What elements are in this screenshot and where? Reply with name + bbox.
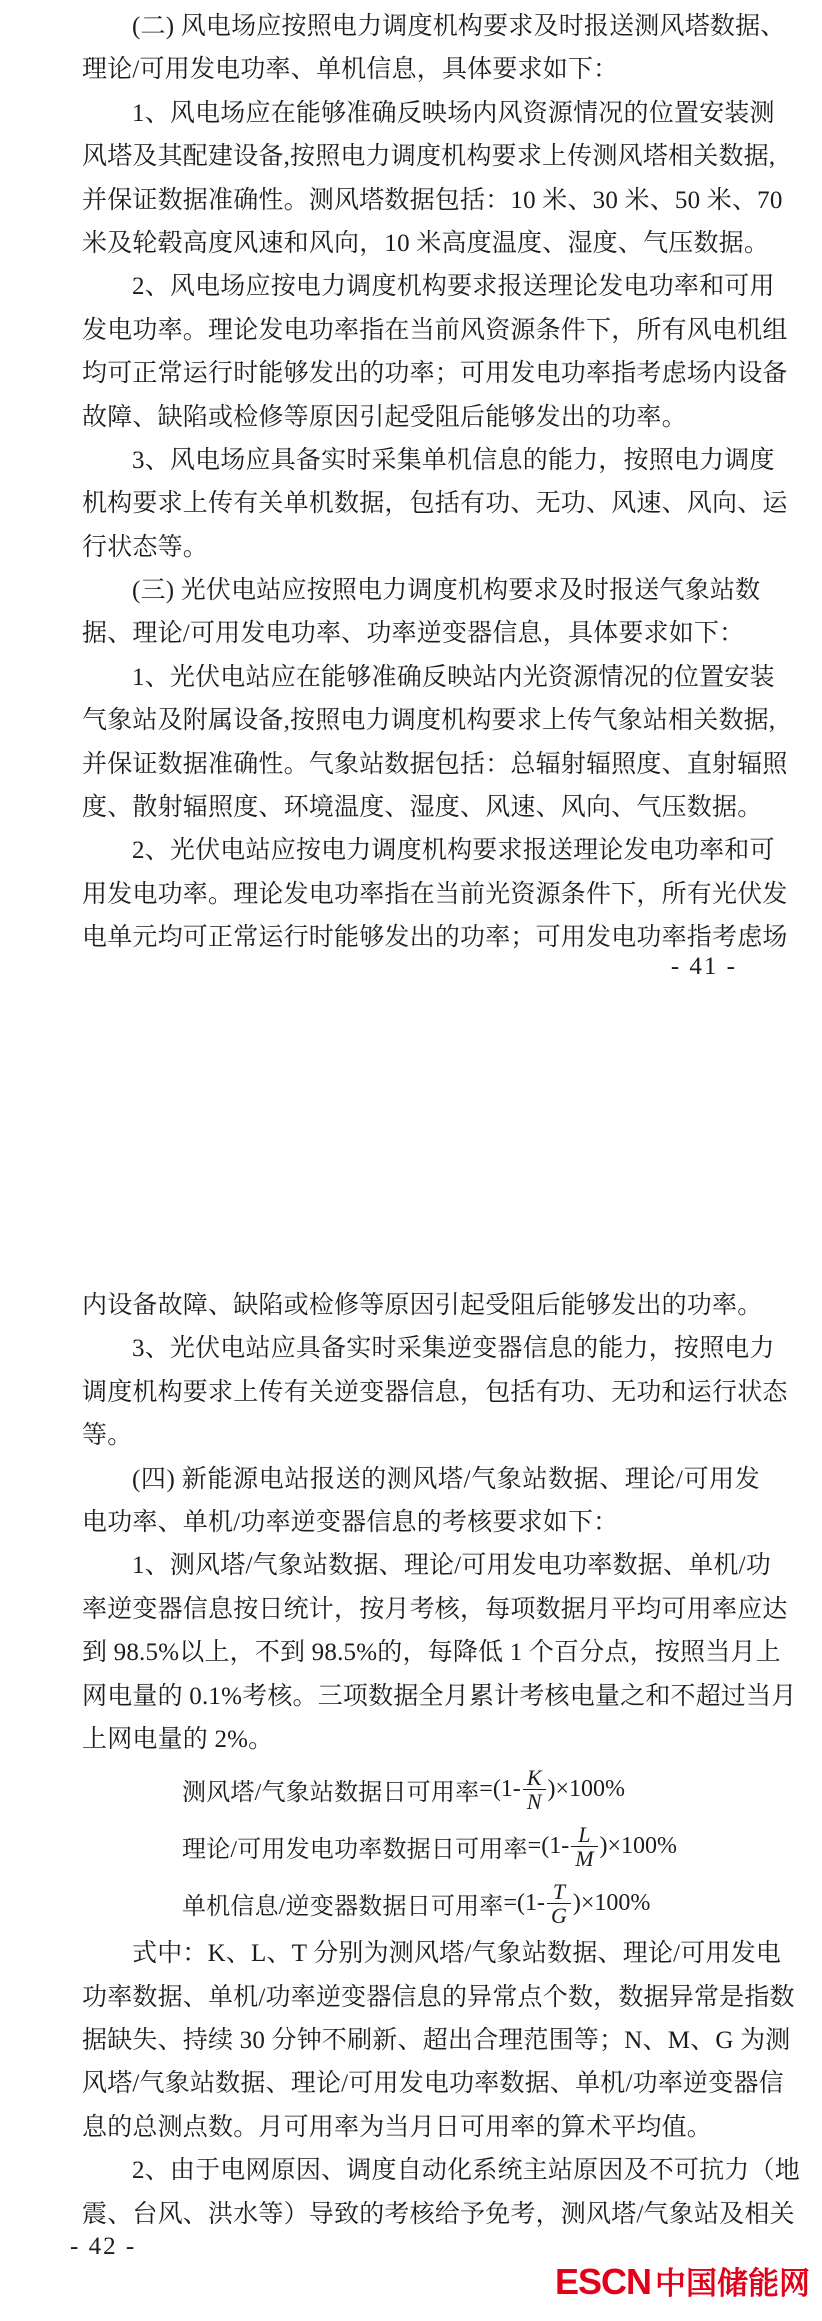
text-line: 均可正常运行时能够发出的功率；可用发电功率指考虑场内设备 [82, 360, 788, 388]
text-line: 度、散射辐照度、环境温度、湿度、风速、风向、气压数据。 [82, 794, 763, 822]
text-line: 电功率、单机/功率逆变器信息的考核要求如下： [82, 1508, 619, 1536]
formula-row [182, 1818, 760, 1875]
page-number-41: - 41 - [670, 953, 737, 980]
text-line: (四) 新能源电站报送的测风塔/气象站数据、理论/可用发 [132, 1465, 760, 1493]
text-line: 并保证数据准确性。测风塔数据包括：10 米、30 米、50 米、70 [82, 186, 783, 214]
formula-equals-open: =(1- [527, 1833, 570, 1860]
text-line: 到 98.5%以上，不到 98.5%的，每降低 1 个百分点，按照当月上 [82, 1639, 781, 1667]
text-line: 1、光伏电站应在能够准确反映站内光资源情况的位置安装 [132, 663, 775, 691]
availability-formulas [82, 1761, 760, 1932]
text-line: 2、由于电网原因、调度自动化系统主站原因及不可抗力（地 [132, 2157, 800, 2185]
fraction-denominator: G [547, 1903, 571, 1927]
text-line: (三) 光伏电站应按照电力调度机构要求及时报送气象站数 [132, 577, 761, 605]
formula-label: 理论/可用发电功率数据日可用率 [182, 1837, 528, 1864]
text-line: 1、测风塔/气象站数据、理论/可用发电功率数据、单机/功 [132, 1552, 771, 1580]
text-line: 调度机构要求上传有关逆变器信息，包括有功、无功和运行状态 [82, 1378, 788, 1406]
text-line: 风塔及其配建设备,按照电力调度机构要求上传测风塔相关数据, [82, 143, 776, 171]
page-number-42: - 42 - [70, 2233, 137, 2260]
text-line: 据缺失、持续 30 分钟不刷新、超出合理范围等；N、M、G 为测 [82, 2027, 791, 2055]
page-41-text-block [82, 5, 788, 960]
formula-row [182, 1875, 760, 1932]
text-line: 率逆变器信息按日统计，按月考核，每项数据月平均可用率应达 [82, 1595, 788, 1623]
text-line: 内设备故障、缺陷或检修等原因引起受阻后能够发出的功率。 [82, 1292, 763, 1319]
formula-row [182, 1761, 760, 1818]
text-line: 电单元均可正常运行时能够发出的功率；可用发电功率指考虑场 [82, 924, 788, 952]
text-line: 2、光伏电站应按电力调度机构要求报送理论发电功率和可 [132, 837, 775, 865]
formula-equals-open: =(1- [479, 1776, 521, 1803]
text-line: 机构要求上传有关单机数据，包括有功、无功、风速、风向、运 [82, 490, 788, 518]
page-42-text-block [82, 1284, 800, 2236]
text-line: 据、理论/可用发电功率、功率逆变器信息，具体要求如下： [82, 620, 745, 648]
text-line: 震、台风、洪水等）导致的考核给予免考，测风塔/气象站及相关 [82, 2200, 795, 2228]
text-line: 2、风电场应按电力调度机构要求报送理论发电功率和可用 [132, 273, 775, 301]
formula-label: 单机信息/逆变器数据日可用率 [182, 1894, 504, 1921]
escn-logo-zh-text: 中国储能网 [655, 2266, 810, 2301]
fraction-denominator: N [523, 1789, 546, 1813]
formula-fraction [523, 1766, 546, 1813]
text-line: 理论/可用发电功率、单机信息，具体要求如下： [82, 56, 619, 84]
text-line: 故障、缺陷或检修等原因引起受阻后能够发出的功率。 [82, 403, 687, 431]
text-line: 上网电量的 2%。 [82, 1725, 274, 1753]
page-42-upper-paragraphs [82, 1284, 797, 1761]
text-line: 功率数据、单机/功率逆变器信息的异常点个数，数据异常是指数 [82, 1983, 795, 2011]
text-line: 发电功率。理论发电功率指在当前风资源条件下，所有风电机组 [82, 316, 788, 344]
page-42-lower-paragraphs [82, 1932, 800, 2236]
formula-fraction [547, 1880, 571, 1927]
text-line: 式中：K、L、T 分别为测风塔/气象站数据、理论/可用发电 [132, 1940, 782, 1968]
text-line: 3、光伏电站应具备实时采集逆变器信息的能力，按照电力 [132, 1335, 775, 1363]
formula-close-percent: )×100% [572, 1890, 651, 1917]
text-line: 等。 [82, 1422, 133, 1450]
formula-close-percent: )×100% [599, 1833, 678, 1860]
text-line: 1、风电场应在能够准确反映场内风资源情况的位置安装测 [132, 99, 775, 127]
formula-label: 测风塔/气象站数据日可用率 [182, 1780, 480, 1807]
escn-logo-en-text: ESCN [554, 2261, 651, 2302]
escn-logo [555, 2258, 810, 2303]
formula-close-percent: )×100% [547, 1776, 626, 1803]
fraction-denominator: M [571, 1846, 597, 1870]
text-line: 3、风电场应具备实时采集单机信息的能力，按照电力调度 [132, 446, 775, 474]
fraction-numerator: L [578, 1822, 591, 1848]
fraction-numerator: T [552, 1879, 566, 1905]
text-line: 网电量的 0.1%考核。三项数据全月累计考核电量之和不超过当月 [82, 1682, 797, 1710]
text-line: 风塔/气象站数据、理论/可用发电功率数据、单机/功率逆变器信 [82, 2070, 784, 2098]
text-line: 息的总测点数。月可用率为当月日可用率的算术平均值。 [82, 2113, 713, 2141]
fraction-numerator: K [526, 1765, 542, 1791]
text-line: 用发电功率。理论发电功率指在当前光资源条件下，所有光伏发 [82, 880, 788, 908]
formula-equals-open: =(1- [503, 1890, 545, 1917]
formula-fraction [571, 1823, 597, 1870]
text-line: 行状态等。 [82, 533, 209, 561]
text-line: 并保证数据准确性。气象站数据包括：总辐射辐照度、直射辐照 [82, 750, 788, 778]
text-line: 米及轮毂高度风速和风向，10 米高度温度、湿度、气压数据。 [82, 229, 770, 257]
text-line: 气象站及附属设备,按照电力调度机构要求上传气象站相关数据, [82, 707, 776, 735]
text-line: (二) 风电场应按照电力调度机构要求及时报送测风塔数据、 [132, 13, 786, 40]
